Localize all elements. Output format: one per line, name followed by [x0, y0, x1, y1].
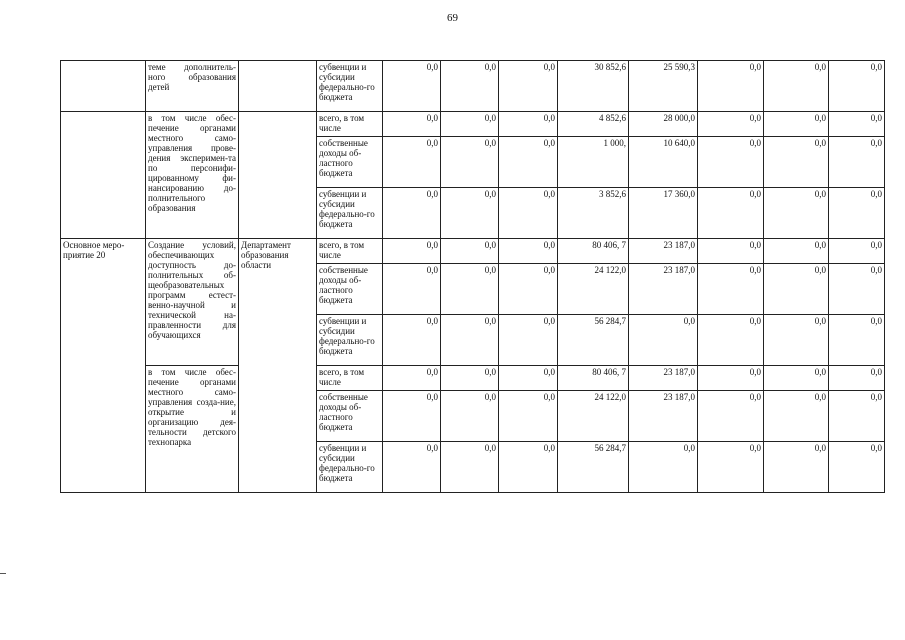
page-number: 69	[447, 12, 458, 24]
value-cell: 0,0	[441, 61, 499, 112]
value-cell: 0,0	[829, 391, 885, 442]
activity-cell: Основное меро-приятие 20	[61, 239, 146, 493]
table-row	[61, 61, 885, 112]
value-cell: 0,0	[383, 137, 441, 188]
value-cell: 0,0	[764, 264, 829, 315]
value-cell: 0,0	[441, 366, 499, 391]
value-cell: 0,0	[698, 61, 764, 112]
funding-source-cell: всего, в том числе	[317, 239, 383, 264]
value-cell: 0,0	[698, 188, 764, 239]
executor-cell	[239, 61, 317, 112]
budget-table	[60, 60, 885, 493]
value-cell: 0,0	[499, 264, 558, 315]
value-cell: 0,0	[629, 442, 698, 493]
value-cell: 0,0	[764, 442, 829, 493]
table-row	[61, 366, 885, 391]
value-cell: 0,0	[829, 61, 885, 112]
value-cell: 80 406, 7	[558, 239, 629, 264]
funding-source-cell: субвенции и субсидии федерально-го бюджета	[317, 61, 383, 112]
value-cell: 0,0	[829, 239, 885, 264]
value-cell: 28 000,0	[629, 112, 698, 137]
value-cell: 0,0	[499, 366, 558, 391]
value-cell: 0,0	[764, 315, 829, 366]
value-cell: 0,0	[764, 391, 829, 442]
funding-source-cell: собственные доходы об-ластного бюджета	[317, 264, 383, 315]
value-cell: 0,0	[764, 61, 829, 112]
value-cell: 0,0	[764, 137, 829, 188]
value-cell: 0,0	[383, 239, 441, 264]
value-cell: 0,0	[499, 61, 558, 112]
value-cell: 0,0	[698, 366, 764, 391]
value-cell: 23 187,0	[629, 239, 698, 264]
description-cell: Создание условий, обеспечивающих доступность до-полнительных об-щеобразовательных программ естест-венно-научной и технической на-правленности для обучающихся	[146, 239, 239, 366]
value-cell: 24 122,0	[558, 264, 629, 315]
funding-source-cell: субвенции и субсидии федерально-го бюджета	[317, 188, 383, 239]
value-cell: 0,0	[698, 112, 764, 137]
description-cell: теме дополнитель-ного образования детей	[146, 61, 239, 112]
value-cell: 56 284,7	[558, 442, 629, 493]
value-cell: 0,0	[698, 315, 764, 366]
value-cell: 0,0	[829, 112, 885, 137]
table-row	[61, 239, 885, 264]
value-cell: 24 122,0	[558, 391, 629, 442]
value-cell: 0,0	[829, 366, 885, 391]
value-cell: 0,0	[383, 264, 441, 315]
value-cell: 0,0	[698, 391, 764, 442]
value-cell: 3 852,6	[558, 188, 629, 239]
table-row	[61, 112, 885, 137]
value-cell: 0,0	[499, 112, 558, 137]
value-cell: 0,0	[698, 264, 764, 315]
value-cell: 0,0	[698, 239, 764, 264]
value-cell: 0,0	[764, 112, 829, 137]
description-cell: в том числе обес-печение органами местного само-управления созда-ние, открытие и организацию дея-тельности детского технопарка	[146, 366, 239, 493]
funding-source-cell: субвенции и субсидии федерально-го бюджета	[317, 442, 383, 493]
value-cell: 0,0	[499, 188, 558, 239]
funding-source-cell: субвенции и субсидии федерально-го бюджета	[317, 315, 383, 366]
value-cell: 0,0	[383, 391, 441, 442]
value-cell: 1 000,	[558, 137, 629, 188]
value-cell: 4 852,6	[558, 112, 629, 137]
value-cell: 0,0	[441, 442, 499, 493]
value-cell: 0,0	[829, 188, 885, 239]
executor-cell	[239, 112, 317, 239]
value-cell: 0,0	[441, 188, 499, 239]
funding-source-cell: собственные доходы об-ластного бюджета	[317, 137, 383, 188]
value-cell: 0,0	[383, 112, 441, 137]
funding-source-cell: всего, в том числе	[317, 112, 383, 137]
value-cell: 0,0	[764, 366, 829, 391]
value-cell: 0,0	[499, 137, 558, 188]
value-cell: 0,0	[764, 188, 829, 239]
value-cell: 10 640,0	[629, 137, 698, 188]
value-cell: 80 406, 7	[558, 366, 629, 391]
value-cell: 0,0	[829, 315, 885, 366]
value-cell: 0,0	[441, 315, 499, 366]
value-cell: 23 187,0	[629, 366, 698, 391]
value-cell: 30 852,6	[558, 61, 629, 112]
value-cell: 0,0	[629, 315, 698, 366]
funding-source-cell: всего, в том числе	[317, 366, 383, 391]
value-cell: 0,0	[441, 264, 499, 315]
value-cell: 0,0	[441, 137, 499, 188]
value-cell: 0,0	[698, 137, 764, 188]
value-cell: 17 360,0	[629, 188, 698, 239]
value-cell: 56 284,7	[558, 315, 629, 366]
value-cell: 0,0	[499, 315, 558, 366]
value-cell: 0,0	[829, 264, 885, 315]
value-cell: 0,0	[383, 366, 441, 391]
value-cell: 0,0	[829, 442, 885, 493]
value-cell: 0,0	[499, 442, 558, 493]
value-cell: 0,0	[441, 239, 499, 264]
value-cell: 0,0	[764, 239, 829, 264]
value-cell: 0,0	[499, 391, 558, 442]
activity-cell	[61, 61, 146, 112]
value-cell: 0,0	[441, 112, 499, 137]
value-cell: 0,0	[829, 137, 885, 188]
funding-source-cell: собственные доходы об-ластного бюджета	[317, 391, 383, 442]
value-cell: 0,0	[698, 442, 764, 493]
margin-tick	[0, 573, 6, 574]
value-cell: 25 590,3	[629, 61, 698, 112]
value-cell: 0,0	[441, 391, 499, 442]
description-cell: в том числе обес-печение органами местного само-управления прове-дения эксперимен-та по персонифи-цированному фи-нансированию до-полнительного образования	[146, 112, 239, 239]
value-cell: 0,0	[499, 239, 558, 264]
value-cell: 0,0	[383, 188, 441, 239]
activity-cell	[61, 112, 146, 239]
value-cell: 0,0	[383, 61, 441, 112]
executor-cell: Департамент образования области	[239, 239, 317, 493]
value-cell: 23 187,0	[629, 391, 698, 442]
value-cell: 23 187,0	[629, 264, 698, 315]
value-cell: 0,0	[383, 442, 441, 493]
value-cell: 0,0	[383, 315, 441, 366]
